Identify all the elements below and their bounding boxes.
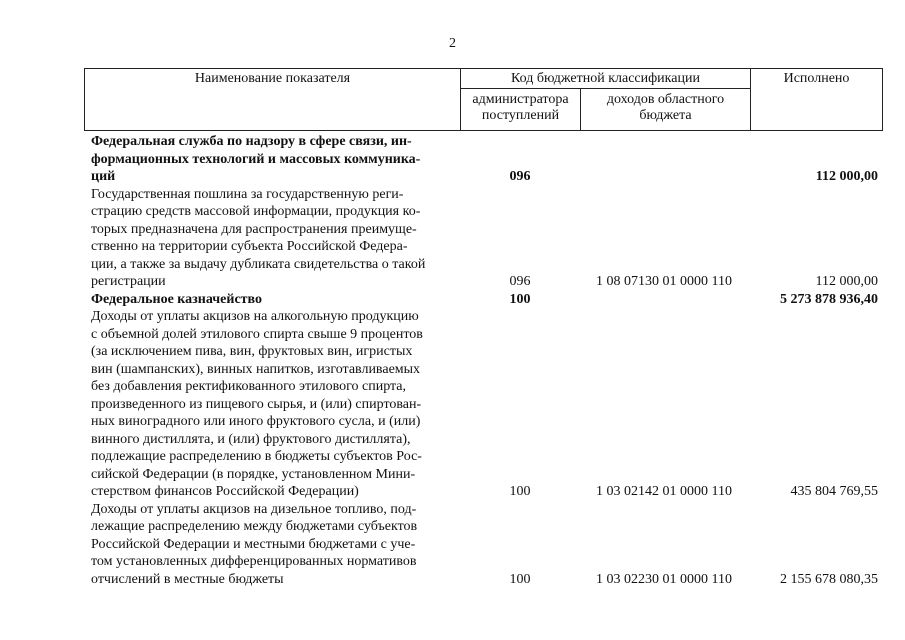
administrator-code: 096: [509, 169, 531, 184]
indicator-name: [84, 291, 459, 309]
indicator-name-line: страцию средств массовой информации, продукция ко-: [91, 204, 421, 219]
indicator-name-line: с объемной долей этилового спирта свыше 9 процентов: [91, 326, 423, 342]
indicator-name-line: Доходы от уплаты акцизов на алкогольную продукцию: [91, 309, 419, 324]
table-row: [84, 501, 882, 589]
header-budget-code: Код бюджетной классификации: [461, 69, 751, 89]
indicator-name-line: ных виноградного или иного фруктового сусла, и (или): [91, 414, 421, 429]
executed-amount: 5 273 878 936,40: [780, 291, 878, 307]
page-number: 2: [449, 36, 456, 51]
indicator-name-line: ственно на территории субъекта Российской Федера-: [91, 239, 408, 254]
indicator-name: [84, 133, 459, 186]
header-executed: Исполнено: [751, 69, 883, 131]
administrator-code: 096: [509, 274, 531, 289]
table-row: [84, 308, 882, 501]
header-indicator-name: Наименование показателя: [85, 69, 461, 131]
indicator-name: [84, 186, 459, 291]
table-body: [84, 133, 882, 588]
indicator-name-line: вин (шампанских), винных напитков, изготавливаемых: [91, 361, 421, 377]
indicator-name-line: формационных технологий и массовых коммуника-: [91, 151, 421, 167]
indicator-name-line: стерством финансов Российской Федерации): [91, 484, 359, 499]
administrator-code: 100: [509, 571, 531, 587]
indicator-name-line: подлежащие распределению в бюджеты субъектов Рос-: [91, 449, 422, 464]
indicator-name: [84, 501, 459, 589]
executed-amount: 112 000,00: [815, 169, 878, 184]
administrator-code: 100: [509, 291, 531, 307]
indicator-name-line: Российской Федерации и местными бюджетами с уче-: [91, 536, 416, 552]
indicator-name-line: том установленных дифференцированных нормативов: [91, 554, 417, 569]
indicator-name-line: Федеральная служба по надзору в сфере связи, ин-: [91, 134, 412, 149]
table-row: [84, 133, 882, 186]
indicator-name: [84, 308, 459, 501]
indicator-name-line: Федеральное казначейство: [91, 291, 263, 307]
indicator-name-line: (за исключением пива, вин, фруктовых вин, игристых: [91, 344, 413, 359]
indicator-name-line: сийской Федерации (в порядке, установленном Мини-: [91, 466, 416, 482]
table-row: [84, 186, 882, 291]
indicator-name-line: Государственная пошлина за государственную реги-: [91, 186, 404, 202]
indicator-name-line: лежащие распределению между бюджетами субъектов: [91, 519, 418, 534]
table-row: [84, 291, 882, 309]
indicator-name-line: торых предназначена для распространения преимуще-: [91, 221, 417, 237]
classification-code: 1 03 02142 01 0000 110: [596, 484, 732, 499]
executed-amount: 112 000,00: [815, 274, 878, 289]
indicator-name-line: ций: [91, 169, 116, 184]
administrator-code: 100: [509, 484, 531, 499]
header-regional-income: доходов областного бюджета: [581, 89, 751, 131]
classification-code: 1 03 02230 01 0000 110: [596, 571, 732, 587]
indicator-name-line: без добавления ректификованного этилового спирта,: [91, 379, 407, 394]
indicator-name-line: ции, а также за выдачу дубликата свидетельства о такой: [91, 256, 426, 272]
indicator-name-line: Доходы от уплаты акцизов на дизельное топливо, под-: [91, 501, 417, 517]
classification-code: 1 08 07130 01 0000 110: [596, 274, 732, 289]
indicator-name-line: винного дистиллята, и (или) фруктового дистиллята),: [91, 431, 411, 447]
executed-amount: 2 155 678 080,35: [780, 571, 878, 587]
header-administrator: администратора поступлений: [461, 89, 581, 131]
indicator-name-line: отчислений в местные бюджеты: [91, 571, 284, 587]
indicator-name-line: произведенного из пищевого сырья, и (или) спиртован-: [91, 396, 422, 412]
executed-amount: 435 804 769,55: [790, 484, 878, 499]
indicator-name-line: регистрации: [91, 274, 166, 289]
table-header: [84, 68, 883, 131]
